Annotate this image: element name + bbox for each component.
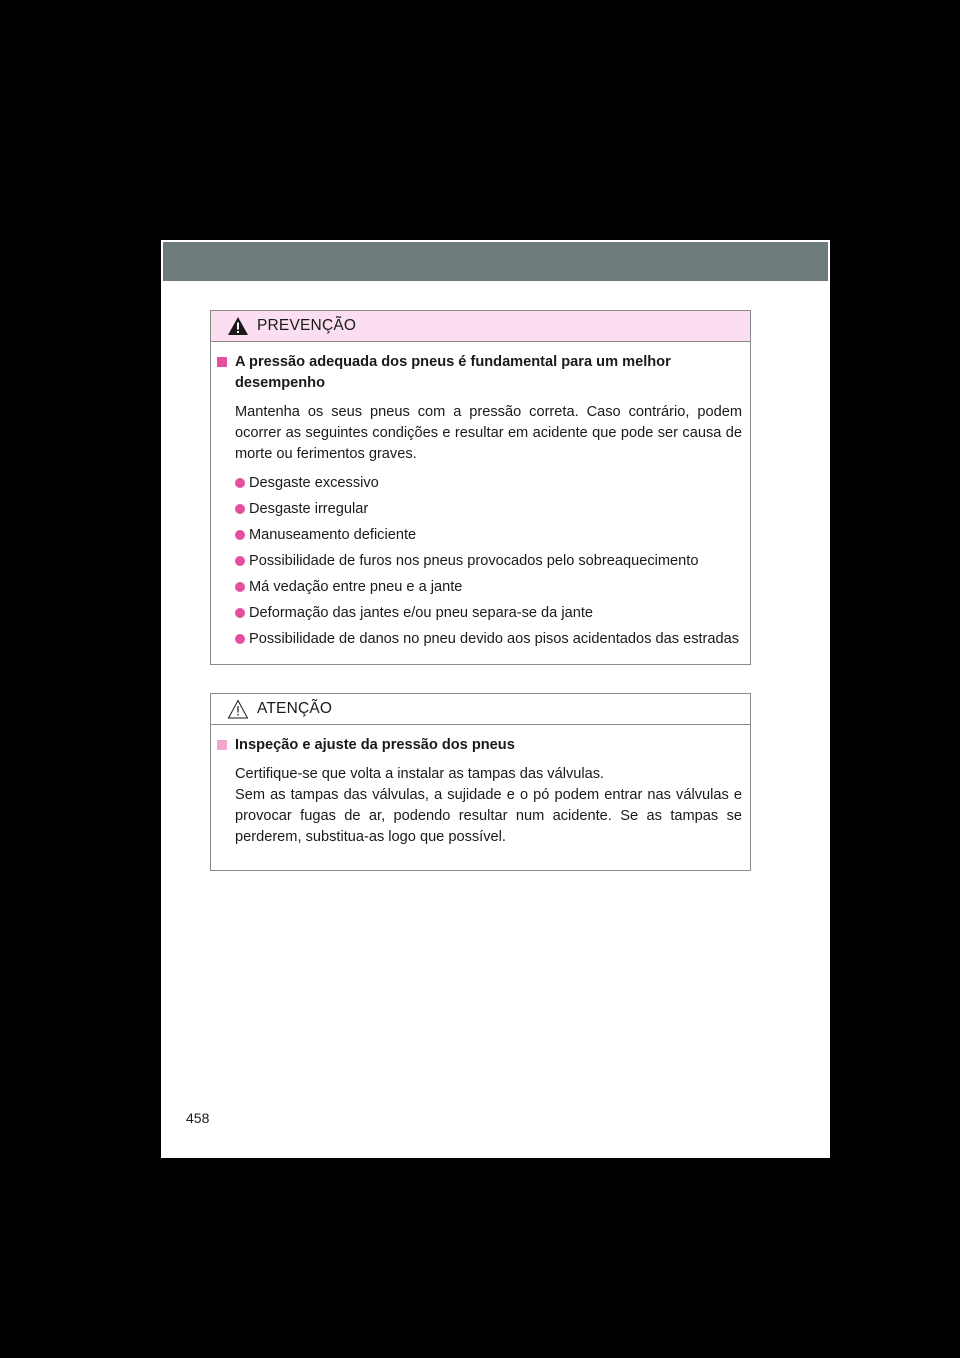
bullet-dot-icon: [235, 634, 245, 644]
list-item: Desgaste irregular: [235, 499, 742, 520]
warning-triangle-icon: [227, 316, 249, 336]
bullet-dot-icon: [235, 582, 245, 592]
bullet-dot-icon: [235, 556, 245, 566]
bullet-dot-icon: [235, 530, 245, 540]
list-item: Desgaste excessivo: [235, 473, 742, 494]
square-bullet-icon: [217, 357, 227, 367]
list-item: Manuseamento deficiente: [235, 525, 742, 546]
header-bar: [163, 242, 828, 281]
list-item: Deformação das jantes e/ou pneu separa-se da jante: [235, 603, 742, 624]
bullet-dot-icon: [235, 608, 245, 618]
notice-title: ATENÇÃO: [257, 700, 333, 717]
manual-page: [161, 240, 830, 1158]
notice-box: [210, 693, 751, 871]
notice-section-title: Inspeção e ajuste da pressão dos pneus: [215, 735, 742, 756]
bullet-dot-icon: [235, 504, 245, 514]
list-item: Possibilidade de danos no pneu devido aos pisos acidentados das estradas: [235, 629, 742, 650]
notice-text: Certifique-se que volta a instalar as tampas das válvulas. Sem as tampas das válvulas, a sujidade e o pó podem entrar nas válvulas e provocar fugas de ar, podendo resultar num acidente. Se as tampas se perderem, substitua-as logo que possível.: [235, 766, 742, 845]
warning-box: [210, 310, 751, 665]
square-bullet-icon: [217, 740, 227, 750]
warning-title: PREVENÇÃO: [257, 317, 357, 334]
caution-triangle-icon: [227, 699, 249, 719]
warning-intro: Mantenha os seus pneus com a pressão correta. Caso contrário, podem ocorrer as seguintes condições e resultar em acidente que pode ser causa de morte ou ferimentos graves.: [235, 404, 742, 462]
list-item: Má vedação entre pneu e a jante: [235, 577, 742, 598]
list-item: Possibilidade de furos nos pneus provocados pelo sobreaquecimento: [235, 551, 742, 572]
bullet-dot-icon: [235, 478, 245, 488]
page-number: 458: [186, 1110, 210, 1126]
notice-header: [211, 694, 750, 725]
warning-header: [211, 311, 750, 342]
warning-section-title: A pressão adequada dos pneus é fundamental para um melhor desempenho: [215, 352, 742, 394]
